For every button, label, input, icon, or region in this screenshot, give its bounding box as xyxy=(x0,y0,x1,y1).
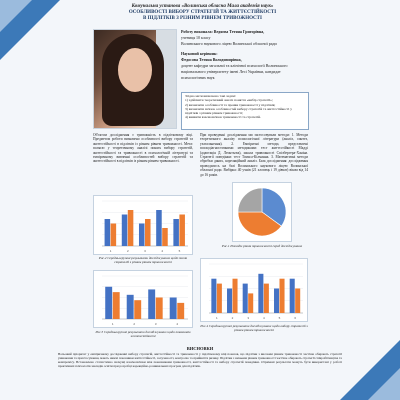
task-item: 1) здійснити теоретичний аналіз поняття «вибір стратегії»; xyxy=(185,98,273,103)
supervisor-name: Федосова Тетяна Володимирівна, xyxy=(181,57,242,62)
bar xyxy=(173,219,179,246)
bar-chart-2 xyxy=(94,271,192,327)
bar-chart-3-caption: Рис.4 Середньогрупові результати досліджуваних щодо вибору стратегій з різним рівнем тривожності xyxy=(200,324,308,332)
author-label: Роботу виконала: Ведяєва Тетяна Григорівна, xyxy=(181,29,265,34)
bar xyxy=(264,284,269,313)
object-subject-text: Об'єктом дослідження є тривожність в підлітковому віці. Предметом роботи визначено особливості вибору стратегій та життєстійкості в підлітків із різним рівнем тривожності. Мета: полягає у теоретичному аналізі понять вибору стратегій, життєстійкості та тривожності в психологічній літературі та емпіричному вивченні особливостей вибору стратегій та життєстійкості в підлітків із різним рівнем тривожності. xyxy=(93,133,193,164)
pie-chart xyxy=(233,183,291,241)
x-tick-label: 2 xyxy=(231,316,234,320)
bar xyxy=(148,289,155,319)
bar xyxy=(139,224,145,247)
supervisor-line3: національного університету імені Лесі Українки, кандидат xyxy=(181,69,281,74)
bar xyxy=(145,219,151,246)
x-tick-label: 3 xyxy=(247,316,250,320)
x-tick-label: 2 xyxy=(126,249,129,253)
bar xyxy=(127,295,134,319)
bar xyxy=(248,293,253,313)
x-tick-label: 3 xyxy=(144,249,146,253)
bar xyxy=(243,284,248,313)
x-tick-label: 1 xyxy=(111,322,114,326)
bar-chart-2-caption: Рис.3 Середньогрупові результати досліджуваних щодо показників життєстійкості xyxy=(95,330,191,338)
bar xyxy=(290,279,295,313)
bar-chart-2-box xyxy=(93,270,193,328)
pie-chart-caption: Рис.1 Розподіл рівнів тривожності серед досліджуваних xyxy=(221,244,303,248)
bar xyxy=(227,289,232,314)
methods-text: При проведенні дослідження ми застосовували методи: 1. Методи теоретичного аналізу психологічної літератури (аналіз, синтез, узагальнення). 2. Емпіричні методи, представлені психодіагностичними методиками: тест життєстійкості Мадді (адаптація Д. Леонтьєва), шкала тривожності Спілбергера-Ханіна. Стратегії поведінки: тест Томаса-Кілманна. 3. Математичні методи обробки даних, кореляційний аналіз. База дослідження: дослідження проводилось на базі Волинського наукового ліцею Волинської обласної ради. Вибірка: 40 учнів (21 хлопець і 19 дівчат) віком від 14 до 16 років. xyxy=(200,133,308,177)
bar-chart-1-box xyxy=(93,195,193,255)
x-tick-label: 1 xyxy=(215,316,218,320)
corner-decoration-bottom-right-inner xyxy=(368,368,400,400)
poster-title-line1: ОСОБЛИВОСТІ ВИБОРУ СТРАТЕГІЙ ТА ЖИТТЄСТІЙКОСТІ xyxy=(128,10,277,15)
x-tick-label: 5 xyxy=(278,316,281,320)
poster-title-line2: В ПІДЛІТКІВ З РІЗНИМ РІВНЕМ ТРИВОЖНОСТІ xyxy=(143,16,262,21)
x-tick-label: 3 xyxy=(154,322,157,326)
bar xyxy=(156,298,163,320)
x-tick-label: 6 xyxy=(294,316,297,320)
supervisor-label: Науковий керівник: xyxy=(181,51,218,56)
bar-chart-3-box xyxy=(200,258,308,322)
corner-decoration-top-left-inner xyxy=(0,0,32,32)
x-tick-label: 4 xyxy=(161,249,164,253)
bar xyxy=(179,215,185,247)
tasks-box xyxy=(181,92,309,130)
poster-header xyxy=(70,4,335,22)
author-grade: учениця 10 класу xyxy=(181,35,211,40)
x-tick-label: 5 xyxy=(178,249,181,253)
bar xyxy=(162,228,168,246)
task-item: 4) виявити взаємозв'язок тривожності та стратегій. xyxy=(185,115,261,120)
bar xyxy=(295,289,300,314)
author-info xyxy=(181,29,309,81)
bar-chart-1 xyxy=(94,196,192,254)
bar xyxy=(233,279,238,313)
bar xyxy=(274,289,279,314)
x-tick-label: 4 xyxy=(262,316,265,320)
bar xyxy=(211,279,216,313)
bar xyxy=(122,215,128,247)
bar xyxy=(134,300,141,319)
bar xyxy=(111,224,117,247)
author-school: Волинського наукового ліцею Волинської обласної ради xyxy=(181,41,277,46)
bar xyxy=(177,303,184,319)
conclusions-text: Вольовий пріоритет у емпіричному дослідженні вибору стратегій, життєстійкості та тривожності у підлітковому віці показав, що підлітки з високим рівнем тривожності частіше обирають стратегії уникнення та пристосування, мають нижчі показники життєстійкості, залученості, контролю та прийняття ризику. Підлітки з низьким рівнем тривожності частіше обирають стратегії співробітництва та компромісу. Встановлено статистично значущі взаємозв'язки між показниками тривожності, життєстійкості та вибору стратегій поведінки. Отримані результати можуть бути використані у роботі практичних психологів закладів освіти при розробці корекційно-розвивальних програм для підлітків. xyxy=(58,352,342,368)
x-tick-label: 4 xyxy=(176,322,179,326)
x-tick-label: 1 xyxy=(109,249,112,253)
bar xyxy=(113,292,120,319)
bar xyxy=(258,274,263,313)
bar-chart-1-caption: Рис.2 Середньогрупові результати досліджуваних щодо типів стратегій з різним рівнем тривожності xyxy=(98,256,188,264)
pie-slice xyxy=(238,188,262,212)
bar xyxy=(156,210,162,246)
bar xyxy=(105,287,112,319)
conclusions-title: ВИСНОВКИ xyxy=(186,346,214,351)
x-tick-label: 2 xyxy=(133,322,136,326)
task-item: 3) визначити зв'язок особливостей вибору стратегій та життєстійкості у підлітків з різним рівнем тривожності; xyxy=(185,106,292,116)
supervisor-line4: психологічних наук xyxy=(181,75,215,80)
task-item: 2) визначити особливості та прояви тривожності у підлітків; xyxy=(185,102,276,107)
bar xyxy=(170,298,177,320)
bar xyxy=(105,219,111,246)
institution-name: Комунальна установа «Волинська обласна Мала академія наук» xyxy=(131,4,274,9)
bar xyxy=(217,284,222,313)
supervisor-line2: доцент кафедри загальної та клінічної психології Волинського xyxy=(181,63,288,68)
bar-chart-3 xyxy=(201,259,307,321)
tasks-intro: Згідно мети визначено такі задачі: xyxy=(185,94,237,98)
bar xyxy=(280,279,285,313)
author-photo xyxy=(93,29,177,129)
bar xyxy=(128,210,134,246)
pie-chart-box xyxy=(232,182,292,242)
